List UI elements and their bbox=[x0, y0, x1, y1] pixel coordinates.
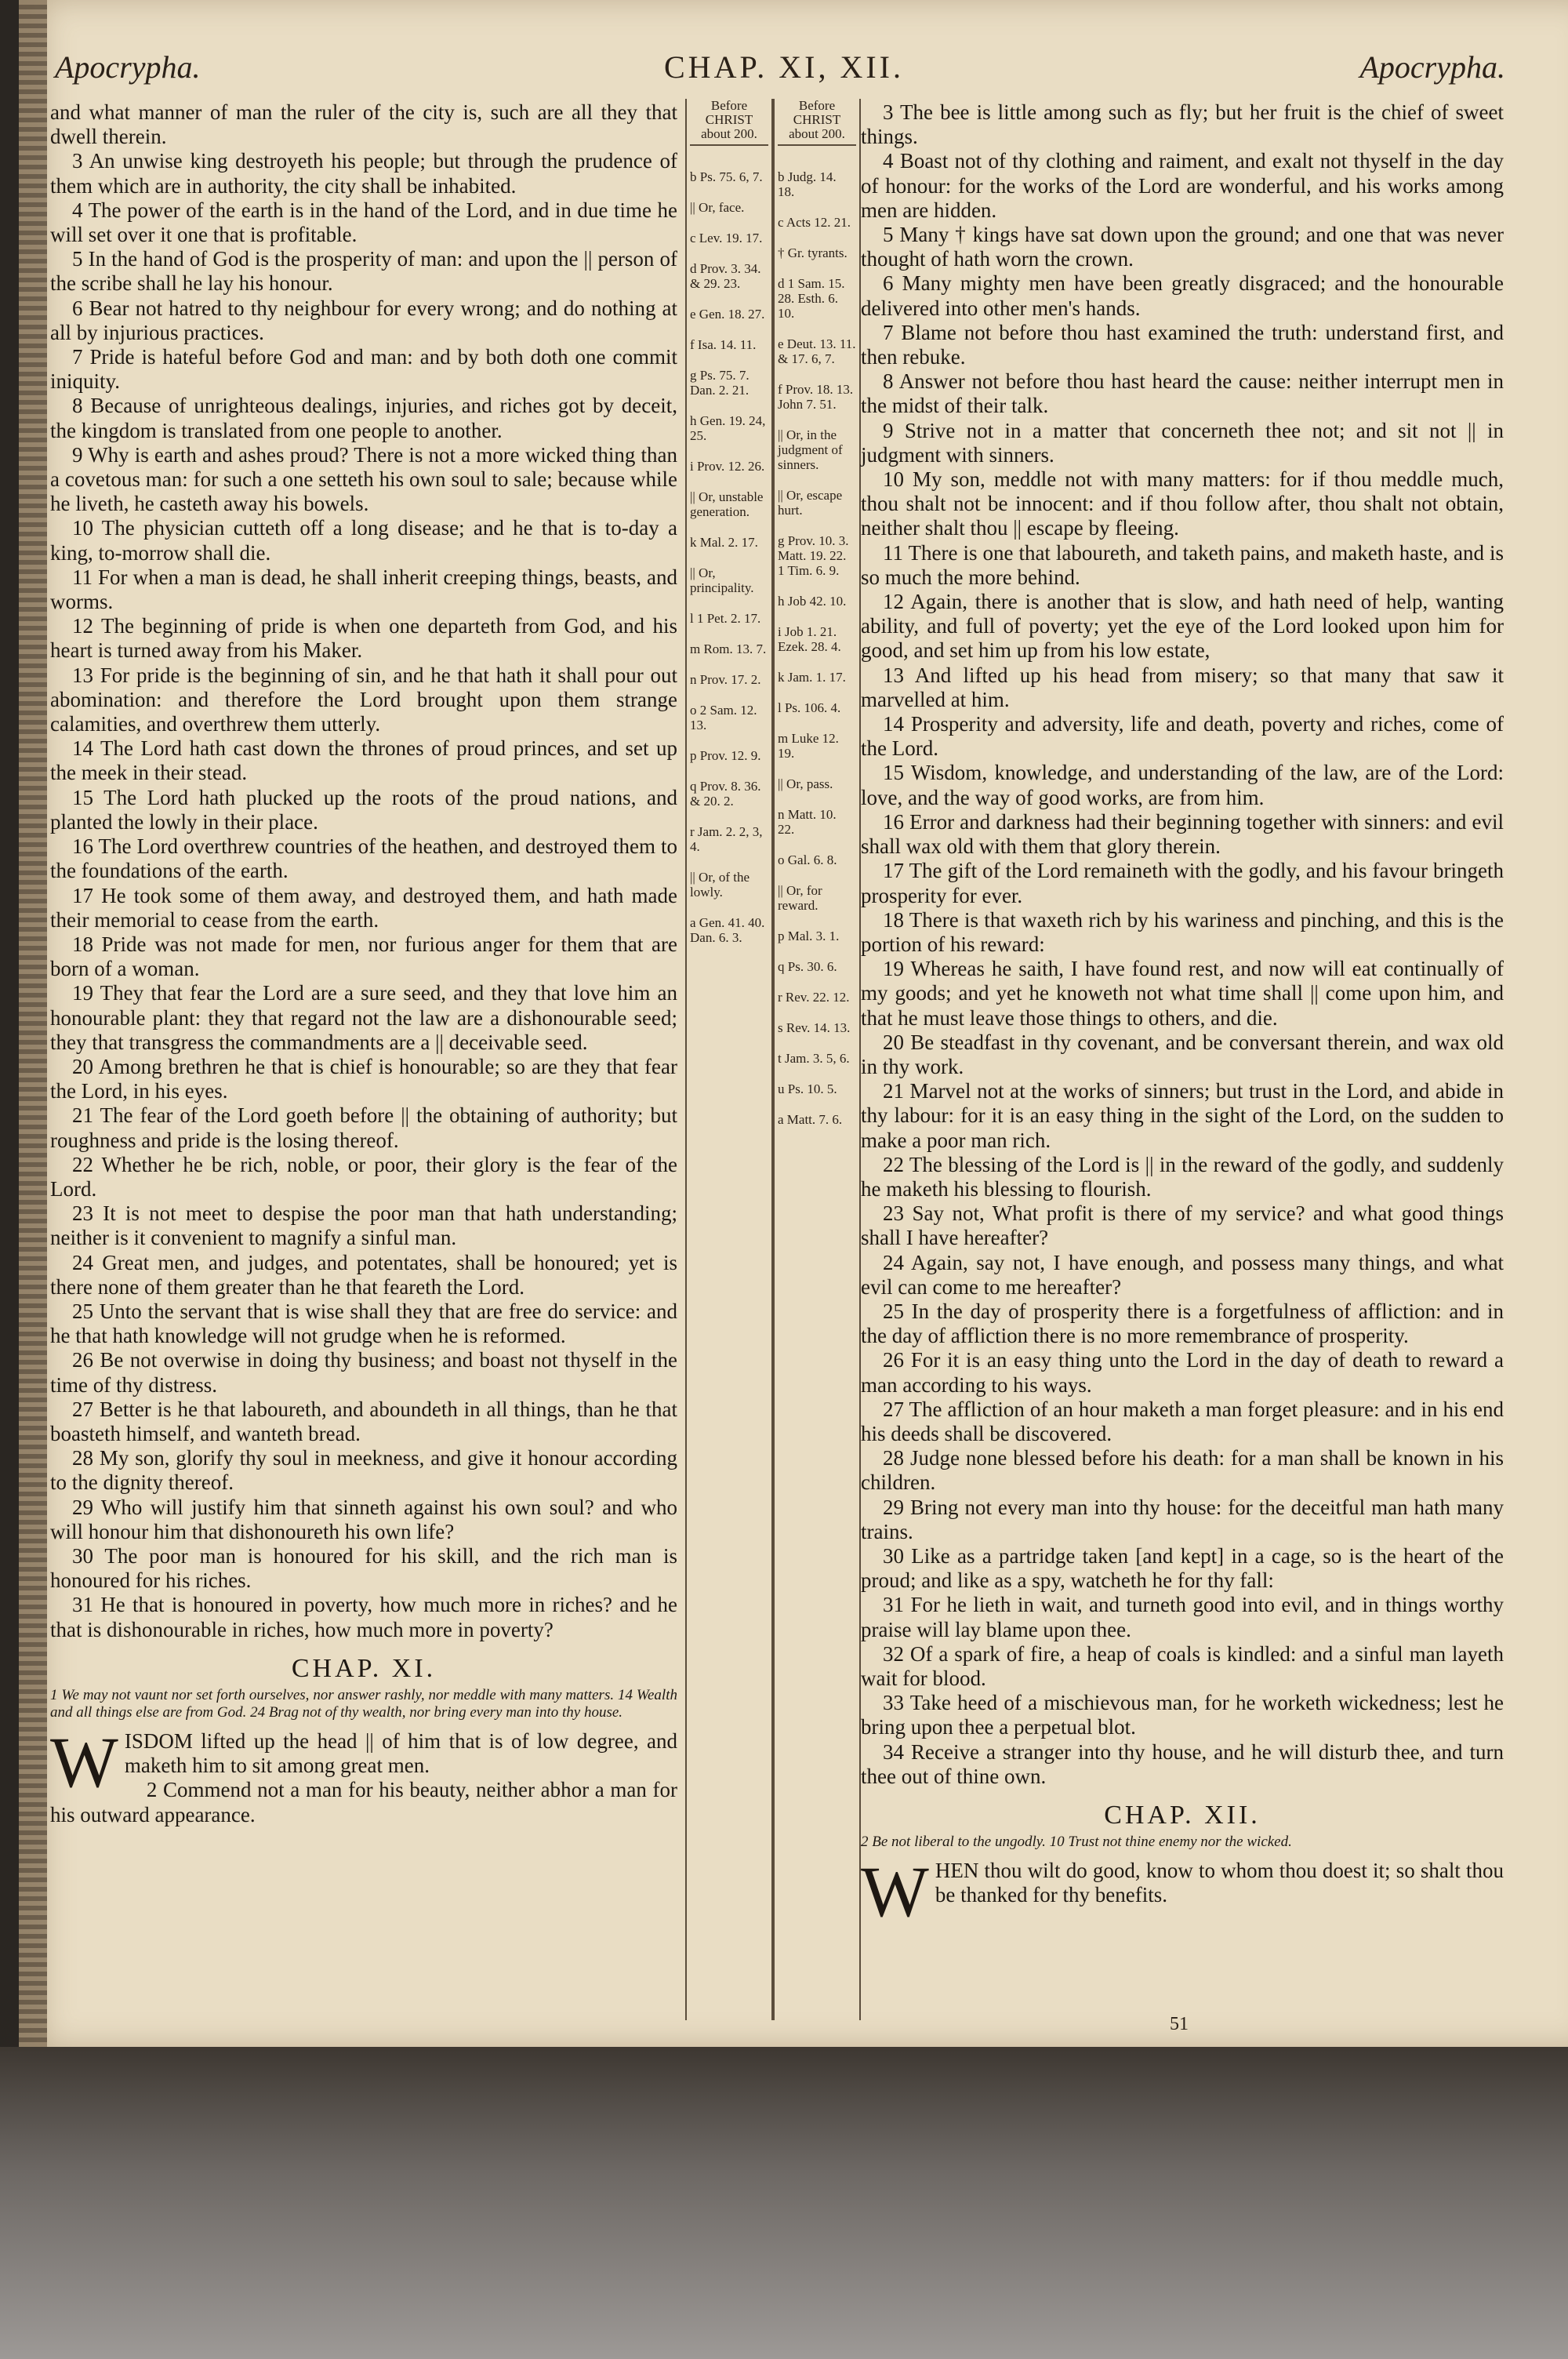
verse: 3 The bee is little among such as fly; but her fruit is the chief of sweet things. bbox=[861, 100, 1504, 149]
margin-note: s Rev. 14. 13. bbox=[778, 1020, 851, 1035]
verse: 29 Who will justify him that sinneth against his own soul? and who will honour him that dishonoureth his own life? bbox=[50, 1495, 677, 1543]
verse: 15 The Lord hath plucked up the roots of the proud nations, and planted the lowly in their place. bbox=[50, 785, 677, 834]
verse: 22 Whether he be rich, noble, or poor, their glory is the fear of the Lord. bbox=[50, 1152, 677, 1201]
verse: 34 Receive a stranger into thy house, and he will disturb thee, and turn thee out of thine own. bbox=[861, 1739, 1504, 1788]
verse: 10 My son, meddle not with many matters: for if thou meddle much, thou shalt not be innocent: and if thou follow after, thou shalt not obtain, neither shalt thou || escape by fleeing. bbox=[861, 467, 1504, 540]
verse: 9 Strive not in a matter that concerneth thee not; and sit not || in judgment with sinners. bbox=[861, 418, 1504, 467]
verse: 31 For he lieth in wait, and turneth good into evil, and in things worthy praise will lay blame upon thee. bbox=[861, 1593, 1504, 1641]
margin-note: n Matt. 10. 22. bbox=[778, 807, 837, 837]
margin-note: p Mal. 3. 1. bbox=[778, 929, 840, 943]
chapter-11-verse-1: ISDOM lifted up the head || of him that is of low degree, and maketh him to sit among great men. bbox=[124, 1729, 677, 1778]
verse: 20 Among brethren he that is chief is honourable; so are they that fear the Lord, in his eyes. bbox=[50, 1054, 677, 1103]
verse: 15 Wisdom, knowledge, and understanding of the law, are of the Lord: love, and the way of good works, are from him. bbox=[861, 761, 1504, 809]
drop-cap: W bbox=[50, 1722, 118, 1802]
verse: 21 The fear of the Lord goeth before || the obtaining of authority; but roughness and pride is the losing thereof. bbox=[50, 1103, 677, 1152]
margin-note: || Or, unstable generation. bbox=[690, 489, 764, 519]
margin-note: || Or, principality. bbox=[690, 565, 754, 595]
margin-note: b Ps. 75. 6, 7. bbox=[690, 169, 763, 184]
verse: 28 My son, glorify thy soul in meekness, and give it honour according to the dignity thereof. bbox=[50, 1446, 677, 1495]
margin-note: l 1 Pet. 2. 17. bbox=[690, 611, 761, 626]
verse: 6 Many mighty men have been greatly disgraced; and the honourable delivered into other men's hands. bbox=[861, 271, 1504, 320]
margin-note: f Isa. 14. 11. bbox=[690, 337, 757, 352]
margin-note: u Ps. 10. 5. bbox=[778, 1081, 837, 1096]
verse: 18 Pride was not made for men, nor furious anger for them that are born of a woman. bbox=[50, 932, 677, 981]
margin-date-heading: Before CHRIST about 200. bbox=[690, 99, 768, 146]
margin-note: || Or, in the judgment of sinners. bbox=[778, 427, 843, 472]
margin-note: † Gr. tyrants. bbox=[778, 245, 848, 260]
verse: 6 Bear not hatred to thy neighbour for every wrong; and do nothing at all by injurious practices. bbox=[50, 296, 677, 344]
verse: 19 Whereas he saith, I have found rest, and now will eat continually of my goods; and yet he knoweth not what time shall || come upon him, and that he must leave those things to others, and die. bbox=[861, 957, 1504, 1030]
verse: 24 Great men, and judges, and potentates, shall be honoured; yet is there none of them greater than he that feareth the Lord. bbox=[50, 1250, 677, 1299]
chapter-11-verse-2: 2 Commend not a man for his beauty, neither abhor a man for his outward appearance. bbox=[50, 1778, 677, 1826]
verse: 18 There is that waxeth rich by his wariness and pinching, and this is the portion of his reward: bbox=[861, 907, 1504, 956]
margin-note: g Ps. 75. 7. Dan. 2. 21. bbox=[690, 368, 750, 398]
margin-note: m Luke 12. 19. bbox=[778, 731, 839, 761]
verse: 13 And lifted up his head from misery; so that many that saw it marvelled at him. bbox=[861, 663, 1504, 711]
verse: 8 Because of unrighteous dealings, injuries, and riches got by deceit, the kingdom is translated from one people to another. bbox=[50, 394, 677, 442]
verse: 28 Judge none blessed before his death: for a man shall be known in his children. bbox=[861, 1446, 1504, 1495]
margin-note: b Judg. 14. 18. bbox=[778, 169, 837, 199]
margin-note: k Jam. 1. 17. bbox=[778, 670, 846, 685]
verse: 12 The beginning of pride is when one departeth from God, and his heart is turned away from his Maker. bbox=[50, 614, 677, 663]
left-text-column bbox=[50, 100, 677, 1827]
margin-note: e Deut. 13. 11. & 17. 6, 7. bbox=[778, 336, 856, 366]
margin-note: q Prov. 8. 36. & 20. 2. bbox=[690, 779, 761, 809]
margin-note: o 2 Sam. 12. 13. bbox=[690, 703, 757, 732]
verse: 8 Answer not before thou hast heard the cause: neither interrupt men in the midst of their talk. bbox=[861, 369, 1504, 418]
margin-note: || Or, pass. bbox=[778, 776, 833, 791]
running-header-right: Apocrypha. bbox=[1359, 49, 1505, 85]
verse: 4 The power of the earth is in the hand of the Lord, and in due time he will set over it one that is profitable. bbox=[50, 198, 677, 247]
margin-date-heading: Before CHRIST about 200. bbox=[778, 99, 856, 146]
margin-note: i Prov. 12. 26. bbox=[690, 459, 765, 474]
right-verses bbox=[861, 100, 1504, 1789]
verse: 13 For pride is the beginning of sin, and he that hath it shall pour out abomination: and therefore the Lord brought upon them strange calamities, and overthrew them utterly. bbox=[50, 663, 677, 736]
right-margin-references bbox=[773, 99, 861, 2020]
verse: 25 In the day of prosperity there is a forgetfulness of affliction: and in the day of affliction there is no more remembrance of prosperity. bbox=[861, 1299, 1504, 1348]
verse: 17 The gift of the Lord remaineth with the godly, and his favour bringeth prosperity for ever. bbox=[861, 859, 1504, 907]
verse: 20 Be steadfast in thy covenant, and be conversant therein, and wax old in thy work. bbox=[861, 1030, 1504, 1078]
background-surface bbox=[0, 2047, 1568, 2359]
verse: 23 It is not meet to despise the poor man that hath understanding; neither is it convenient to magnify a sinful man. bbox=[50, 1201, 677, 1250]
margin-note: i Job 1. 21. Ezek. 28. 4. bbox=[778, 624, 841, 654]
verse: 5 Many † kings have sat down upon the ground; and one that was never thought of hath worn the crown. bbox=[861, 223, 1504, 271]
verse: 3 An unwise king destroyeth his people; but through the prudence of them which are in authority, the city shall be inhabited. bbox=[50, 149, 677, 198]
chapter-11-summary: 1 We may not vaunt nor set forth ourselves, nor answer rashly, nor meddle with many matters. 14 Wealth and all things else are from God. 24 Brag not of thy wealth, nor bring every man into thy house. bbox=[50, 1687, 677, 1721]
verse: 9 Why is earth and ashes proud? There is not a more wicked thing than a covetous man: for such a one setteth his own soul to sale; because while he liveth, he casteth away his bowels. bbox=[50, 442, 677, 516]
verse: 16 The Lord overthrew countries of the heathen, and destroyed them to the foundations of the earth. bbox=[50, 834, 677, 883]
verse: 16 Error and darkness had their beginning together with sinners: and evil shall wax old with them that glory therein. bbox=[861, 809, 1504, 859]
margin-note: a Gen. 41. 40. Dan. 6. 3. bbox=[690, 915, 765, 945]
verse: 14 Prosperity and adversity, life and death, poverty and riches, come of the Lord. bbox=[861, 712, 1504, 761]
running-header-chapter: CHAP. XI, XII. bbox=[664, 49, 904, 85]
verse: 26 For it is an easy thing unto the Lord in the day of death to reward a man according to his ways. bbox=[861, 1348, 1504, 1397]
verse: 7 Blame not before thou hast examined the truth: understand first, and then rebuke. bbox=[861, 320, 1504, 369]
verse: 32 Of a spark of fire, a heap of coals is kindled: and a sinful man layeth wait for blood. bbox=[861, 1641, 1504, 1690]
verse: 30 Like as a partridge taken [and kept] in a cage, so is the heart of the proud; and like as a spy, watcheth he for thy fall: bbox=[861, 1543, 1504, 1593]
margin-note: h Job 42. 10. bbox=[778, 594, 847, 609]
margin-note: m Rom. 13. 7. bbox=[690, 642, 767, 656]
margin-note: o Gal. 6. 8. bbox=[778, 852, 837, 867]
chapter-12-summary: 2 Be not liberal to the ungodly. 10 Trust not thine enemy nor the wicked. bbox=[861, 1834, 1292, 1851]
verse: 31 He that is honoured in poverty, how much more in riches? and he that is dishonourable in riches, how much more in poverty? bbox=[50, 1593, 677, 1641]
verse: 12 Again, there is another that is slow, and hath need of help, wanting ability, and full of poverty; yet the eye of the Lord looked upon him for good, and set him up from his low estate, bbox=[861, 590, 1504, 663]
margin-note: d Prov. 3. 34. & 29. 23. bbox=[690, 261, 761, 291]
verse: and what manner of man the ruler of the city is, such are all they that dwell therein. bbox=[50, 100, 677, 149]
margin-note: k Mal. 2. 17. bbox=[690, 535, 758, 550]
verse: 11 For when a man is dead, he shall inherit creeping things, beasts, and worms. bbox=[50, 565, 677, 614]
chapter-12-verse-1: HEN thou wilt do good, know to whom thou doest it; so shalt thou be thanked for thy benefits. bbox=[935, 1859, 1504, 1907]
margin-note: t Jam. 3. 5, 6. bbox=[778, 1051, 850, 1066]
verse: 27 Better is he that laboureth, and aboundeth in all things, than he that boasteth himself, and wanteth bread. bbox=[50, 1397, 677, 1445]
verse: 7 Pride is hateful before God and man: and by both doth one commit iniquity. bbox=[50, 345, 677, 394]
chapter-11-heading: CHAP. XI. bbox=[291, 1653, 437, 1683]
verse: 25 Unto the servant that is wise shall they that are free do service: and he that hath knowledge will not grudge when he is reformed. bbox=[50, 1299, 677, 1348]
verse: 10 The physician cutteth off a long disease; and he that is to-day a king, to-morrow shall die. bbox=[50, 516, 677, 565]
verse: 27 The affliction of an hour maketh a man forget pleasure: and in his end his deeds shall be discovered. bbox=[861, 1397, 1504, 1445]
margin-note: r Rev. 22. 12. bbox=[778, 990, 850, 1005]
margin-notes bbox=[690, 169, 768, 945]
margin-note: c Lev. 19. 17. bbox=[690, 231, 763, 245]
margin-note: q Ps. 30. 6. bbox=[778, 959, 837, 974]
margin-note: || Or, face. bbox=[690, 200, 745, 215]
verse: 21 Marvel not at the works of sinners; but trust in the Lord, and abide in thy labour: for it is an easy thing in the sight of the Lord, on the sudden to make a poor man rich. bbox=[861, 1079, 1504, 1152]
verse: 26 Be not overwise in doing thy business; and boast not thyself in the time of thy distress. bbox=[50, 1348, 677, 1397]
left-verses bbox=[50, 100, 677, 1642]
margin-note: || Or, escape hurt. bbox=[778, 488, 843, 518]
verse: 4 Boast not of thy clothing and raiment, and exalt not thyself in the day of honour: for the works of the Lord are wonderful, and his works among men are hidden. bbox=[861, 149, 1504, 222]
running-header-left: Apocrypha. bbox=[55, 49, 201, 85]
verse: 33 Take heed of a mischievous man, for he worketh wickedness; lest he bring upon thee a perpetual blot. bbox=[861, 1691, 1504, 1739]
verse: 24 Again, say not, I have enough, and possess many things, and what evil can come to me hereafter? bbox=[861, 1250, 1504, 1299]
margin-notes bbox=[778, 169, 856, 1127]
left-margin-references bbox=[685, 99, 773, 2020]
margin-note: || Or, of the lowly. bbox=[690, 870, 750, 900]
margin-note: n Prov. 17. 2. bbox=[690, 672, 761, 687]
verse: 22 The blessing of the Lord is || in the reward of the godly, and suddenly he maketh his blessing to flourish. bbox=[861, 1152, 1504, 1201]
verse: 19 They that fear the Lord are a sure seed, and they that love him an honourable plant: they that regard not the law are a dishonourable seed; they that transgress the commandments are a || deceivable seed. bbox=[50, 981, 677, 1054]
page-number: 51 bbox=[1170, 2014, 1189, 2034]
drop-cap: W bbox=[861, 1852, 929, 1932]
verse: 17 He took some of them away, and destroyed them, and hath made their memorial to cease from the earth. bbox=[50, 883, 677, 932]
verse: 23 Say not, What profit is there of my service? and what good things shall I have hereafter? bbox=[861, 1201, 1504, 1250]
margin-note: d 1 Sam. 15. 28. Esth. 6. 10. bbox=[778, 276, 845, 321]
verse: 11 There is one that laboureth, and taketh pains, and maketh haste, and is so much the more behind. bbox=[861, 540, 1504, 589]
margin-note: a Matt. 7. 6. bbox=[778, 1112, 843, 1127]
margin-note: l Ps. 106. 4. bbox=[778, 700, 841, 715]
margin-note: e Gen. 18. 27. bbox=[690, 307, 765, 322]
margin-note: p Prov. 12. 9. bbox=[690, 748, 761, 763]
verse: 5 In the hand of God is the prosperity of man: and upon the || person of the scribe shall he lay his honour. bbox=[50, 247, 677, 296]
margin-note: r Jam. 2. 2, 3, 4. bbox=[690, 824, 763, 854]
margin-note: f Prov. 18. 13. John 7. 51. bbox=[778, 382, 854, 412]
verse: 30 The poor man is honoured for his skill, and the rich man is honoured for his riches. bbox=[50, 1543, 677, 1593]
chapter-12-opening bbox=[861, 1852, 1504, 1932]
right-text-column bbox=[861, 100, 1504, 1932]
margin-note: || Or, for reward. bbox=[778, 883, 822, 913]
margin-note: c Acts 12. 21. bbox=[778, 215, 851, 230]
chapter-12-heading: CHAP. XII. bbox=[1104, 1801, 1261, 1830]
margin-note: h Gen. 19. 24, 25. bbox=[690, 413, 766, 443]
book-binding-edge bbox=[19, 0, 47, 2047]
margin-note: g Prov. 10. 3. Matt. 19. 22. 1 Tim. 6. 9. bbox=[778, 533, 849, 578]
verse: 14 The Lord hath cast down the thrones of proud princes, and set up the meek in their stead. bbox=[50, 736, 677, 785]
verse: 29 Bring not every man into thy house: for the deceitful man hath many trains. bbox=[861, 1495, 1504, 1543]
